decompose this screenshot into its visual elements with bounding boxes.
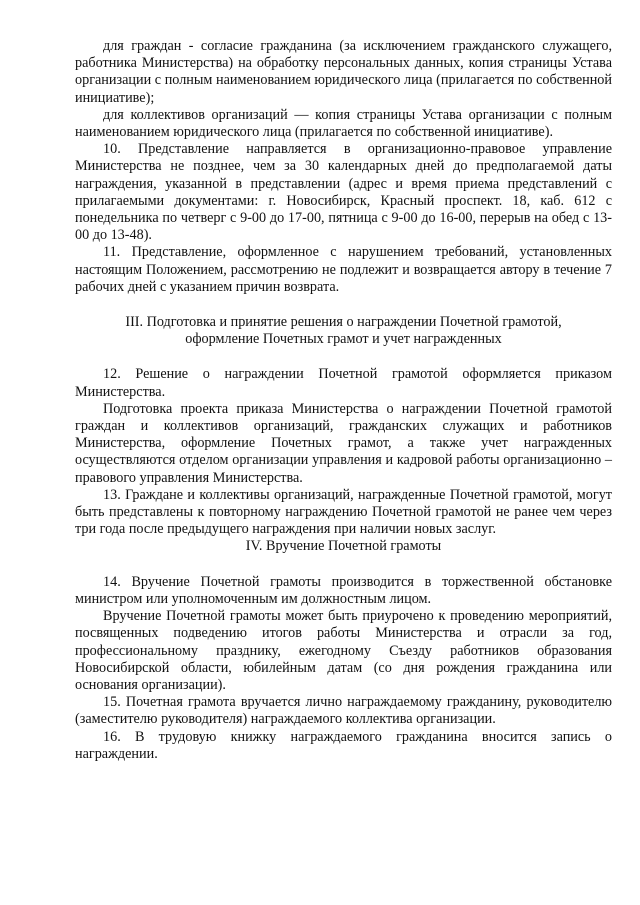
paragraph: 15. Почетная грамота вручается лично награждаемому гражданину, руководителю (заместителю руководителя) награждаемого коллектива организации. xyxy=(75,694,612,728)
paragraph: Подготовка проекта приказа Министерства о награждении Почетной грамотой граждан и коллективов организаций, гражданских служащих и работников Министерства, оформление Почетных грамот, а также учет награжденных осуществляются отделом организации управления и кадровой работы организационно – правового управления Министерства. xyxy=(75,400,612,486)
document-page xyxy=(75,38,612,763)
paragraph: Вручение Почетной грамоты может быть приурочено к проведению мероприятий, посвященных подведению итогов работы Министерства и отрасли за год, профессиональному празднику, ежегодному Съезду работников образования Новосибирской области, юбилейным датам (со дня рождения гражданина или основания организации). xyxy=(75,608,612,693)
paragraph: для граждан - согласие гражданина (за исключением гражданского служащего, работника Министерства) на обработку персональных данных, копия страницы Устава организации с полным наименованием юридического лица (прилагается по собственной инициативе); xyxy=(75,38,612,106)
paragraph: 14. Вручение Почетной грамоты производится в торжественной обстановке министром или уполномоченным им должностным лицом. xyxy=(75,573,612,607)
paragraph: 13. Граждане и коллективы организаций, награжденные Почетной грамотой, могут быть представлены к повторному награждению Почетной грамотой не ранее чем через три года после предыдущего награждения при наличии новых заслуг. xyxy=(75,486,612,538)
section-heading: IV. Вручение Почетной грамоты xyxy=(245,538,442,555)
paragraph: 12. Решение о награждении Почетной грамотой оформляется приказом Министерства. xyxy=(75,366,612,400)
section-heading-line: III. Подготовка и принятие решения о награждении Почетной грамотой, xyxy=(125,314,562,331)
paragraph: 10. Представление направляется в организационно-правовое управление Министерства не позднее, чем за 30 календарных дней до предполагаемой даты награждения, указанной в представлении (адрес и время приема представлений с прилагаемыми документами: г. Новосибирск, Красный проспект. 18, каб. 612 с понедельника по четверг с 9-00 до 17-00, пятница с 9-00 до 16-00, перерыв на обед с 13-00 до 13-48). xyxy=(75,141,612,244)
paragraph: 11. Представление, оформленное с нарушением требований, установленных настоящим Положением, рассмотрению не подлежит и возвращается автору в течение 7 рабочих дней с указанием причин возврата. xyxy=(75,244,612,295)
paragraph: 16. В трудовую книжку награждаемого гражданина вносится запись о награждении. xyxy=(75,728,612,762)
section-heading-line: оформление Почетных грамот и учет награжденных xyxy=(185,331,502,348)
paragraph: для коллективов организаций — копия страницы Устава организации с полным наименованием юридического лица (прилагается по собственной инициативе). xyxy=(75,106,612,141)
